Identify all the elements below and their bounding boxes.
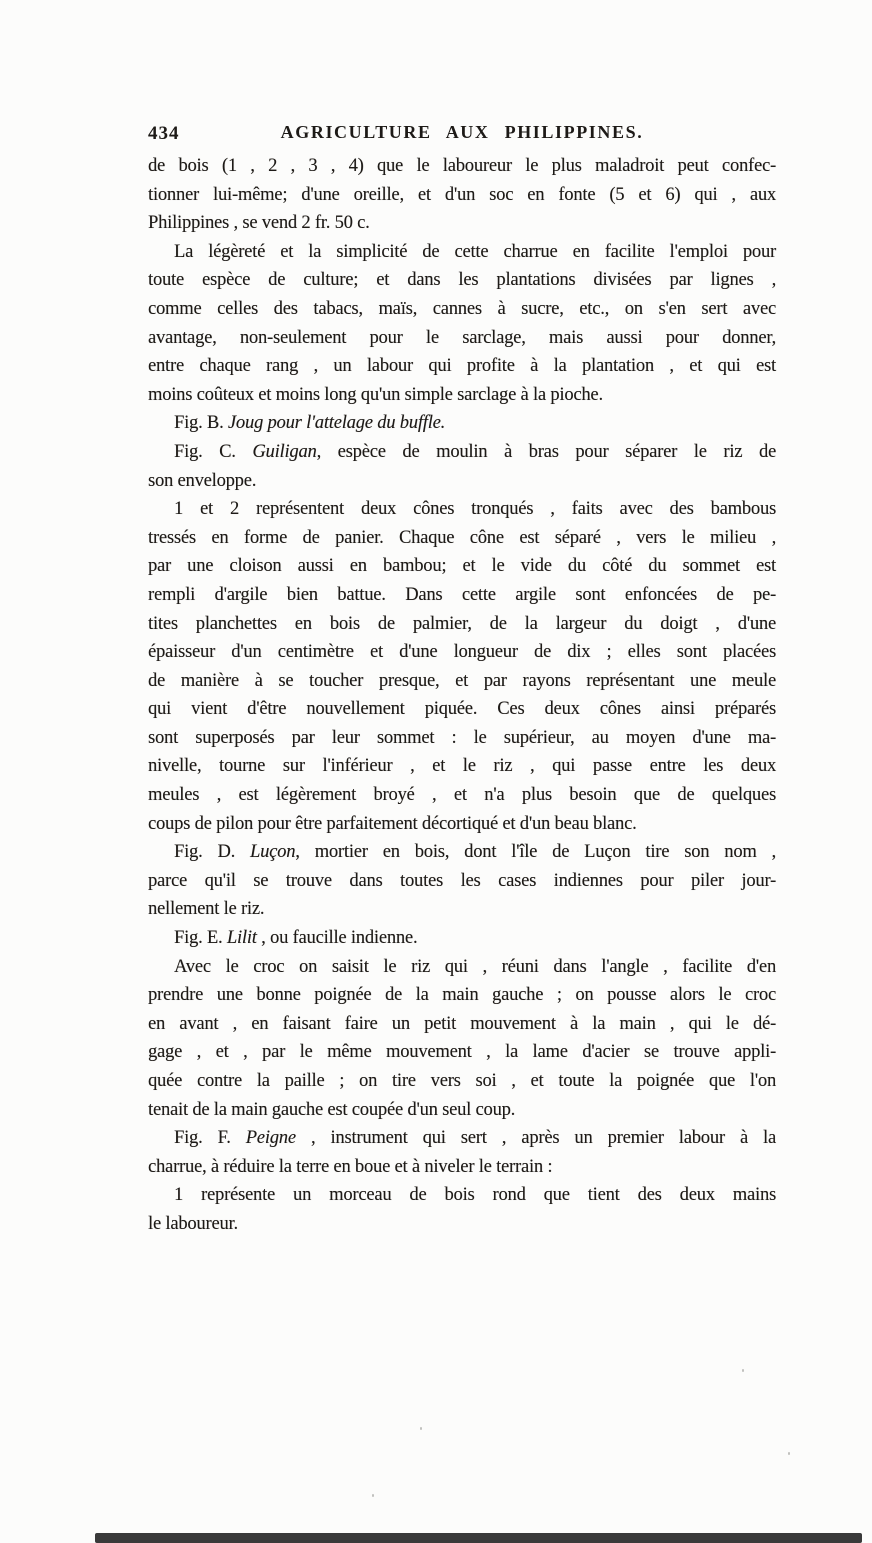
text-segment: 1 représente un morceau de bois rond que tient des deux mains [174, 1185, 776, 1206]
text-line [148, 324, 776, 353]
page-number: 434 [148, 123, 180, 144]
running-title: AGRICULTURE AUX PHILIPPINES. [280, 122, 644, 142]
text-segment: meules , est légèrement broyé , et n'a plus besoin que de quelques [148, 785, 776, 806]
text-segment: , instrument qui sert , après un premier labour à la [295, 1128, 776, 1149]
text-segment: comme celles des tabacs, maïs, cannes à sucre, etc., on s'en sert avec [148, 298, 776, 319]
text-segment: , mortier en bois, dont l'île de Luçon tire son nom , [295, 842, 776, 863]
text-segment: tionner lui-même; d'une oreille, et d'un soc en fonte (5 et 6) qui , aux [148, 184, 776, 205]
text-line [148, 495, 776, 524]
scan-speck [788, 1452, 790, 1455]
text-segment: Fig. D. [174, 842, 251, 863]
scan-speck [742, 1369, 744, 1372]
text-segment: rempli d'argile bien battue. Dans cette argile sont enfoncées de pe- [148, 584, 776, 605]
text-segment: Fig. B. [174, 413, 228, 434]
text-line [148, 1124, 776, 1153]
text-segment: épaisseur d'un centimètre et d'une longueur de dix ; elles sont placées [148, 642, 776, 663]
italic-text-segment: Luçon [250, 842, 296, 863]
text-line [148, 181, 776, 210]
text-line [148, 209, 776, 238]
scan-edge-artifact-bar [95, 1533, 862, 1543]
text-line [148, 924, 776, 953]
text-line [148, 1153, 776, 1182]
text-line [148, 238, 776, 267]
text-segment: prendre une bonne poignée de la main gauche ; on pousse alors le croc [148, 985, 776, 1006]
text-segment: avantage, non-seulement pour le sarclage, mais aussi pour donner, [148, 327, 776, 348]
text-segment: son enveloppe. [148, 470, 257, 491]
text-segment: Philippines , se vend 2 fr. 50 c. [148, 213, 370, 234]
text-line [148, 895, 776, 924]
text-segment: nellement le riz. [148, 899, 265, 920]
text-segment: 1 et 2 représentent deux cônes tronqués , faits avec des bambous [174, 499, 776, 520]
text-line [148, 552, 776, 581]
text-segment: quée contre la paille ; on tire vers soi , et toute la poignée que l'on [148, 1071, 776, 1091]
text-segment: La légèreté et la simplicité de cette charrue en facilite l'emploi pour [174, 241, 776, 262]
text-segment: par une cloison aussi en bambou; et le vide du côté du sommet est [148, 556, 776, 577]
text-line [148, 381, 776, 410]
text-segment: tenait de la main gauche est coupée d'un seul coup. [148, 1099, 516, 1120]
text-line [148, 953, 776, 982]
italic-text-segment: Joug pour l'attelage du buffle. [227, 413, 446, 434]
text-line [148, 1010, 776, 1039]
text-line [148, 781, 776, 810]
text-line [148, 1096, 776, 1125]
text-line [148, 838, 776, 867]
text-line [148, 438, 776, 467]
text-line [148, 724, 776, 753]
text-segment: Fig. F. [174, 1128, 246, 1149]
text-segment: sont superposés par leur sommet : le supérieur, au moyen d'une ma- [148, 727, 776, 748]
text-segment: qui vient d'être nouvellement piquée. Ces deux cônes ainsi préparés [148, 699, 776, 720]
text-segment: tites planchettes en bois de palmier, de la largeur du doigt , d'une [148, 613, 776, 634]
text-segment: le laboureur. [148, 1213, 238, 1234]
text-line [148, 695, 776, 724]
text-segment: en avant , en faisant faire un petit mouvement à la main , qui le dé- [148, 1013, 776, 1034]
text-line [148, 810, 776, 839]
text-segment: de bois (1 , 2 , 3 , 4) que le laboureur le plus maladroit peut confec- [148, 156, 776, 176]
text-line [148, 524, 776, 553]
text-segment: , espèce de moulin à bras pour séparer le riz de [316, 441, 777, 462]
italic-text-segment: Peigne [245, 1128, 296, 1149]
italic-text-segment: Lilit [226, 928, 257, 949]
text-segment: tressés en forme de panier. Chaque cône est séparé , vers le milieu , [148, 527, 776, 548]
text-segment: parce qu'il se trouve dans toutes les cases indiennes pour piler jour- [148, 870, 776, 891]
text-segment: nivelle, tourne sur l'inférieur , et le riz , qui passe entre les deux [148, 756, 776, 777]
running-head [148, 122, 776, 146]
text-line [148, 1181, 776, 1210]
text-line [148, 638, 776, 667]
scan-speck [372, 1494, 374, 1497]
text-segment: gage , et , par le même mouvement , la lame d'acier se trouve appli- [148, 1042, 776, 1063]
text-line [148, 981, 776, 1010]
text-line [148, 1038, 776, 1067]
italic-text-segment: Guiligan [252, 441, 317, 462]
text-segment: charrue, à réduire la terre en boue et à niveler le terrain : [148, 1156, 553, 1177]
text-segment: coups de pilon pour être parfaitement décortiqué et d'un beau blanc. [148, 813, 637, 834]
text-segment: Avec le croc on saisit le riz qui , réuni dans l'angle , facilite d'en [174, 956, 776, 977]
text-line [148, 352, 776, 381]
text-segment: , ou faucille indienne. [256, 928, 418, 949]
text-segment: entre chaque rang , un labour qui profite à la plantation , et qui est [148, 356, 776, 377]
text-line [148, 867, 776, 896]
text-line [148, 152, 776, 181]
text-line [148, 266, 776, 295]
text-line [148, 581, 776, 610]
text-segment: toute espèce de culture; et dans les plantations divisées par lignes , [148, 270, 776, 291]
text-line [148, 295, 776, 324]
text-segment: Fig. E. [174, 928, 227, 949]
text-line [148, 467, 776, 496]
text-line [148, 667, 776, 696]
scan-speck [420, 1427, 422, 1430]
text-segment: Fig. C. [174, 441, 253, 462]
text-line [148, 1210, 776, 1239]
text-segment: de manière à se toucher presque, et par rayons représentant une meule [148, 670, 776, 691]
text-line [148, 409, 776, 438]
text-segment: moins coûteux et moins long qu'un simple sarclage à la pioche. [148, 384, 603, 405]
text-line [148, 610, 776, 639]
text-block [148, 152, 776, 1239]
text-line [148, 1067, 776, 1096]
text-line [148, 752, 776, 781]
